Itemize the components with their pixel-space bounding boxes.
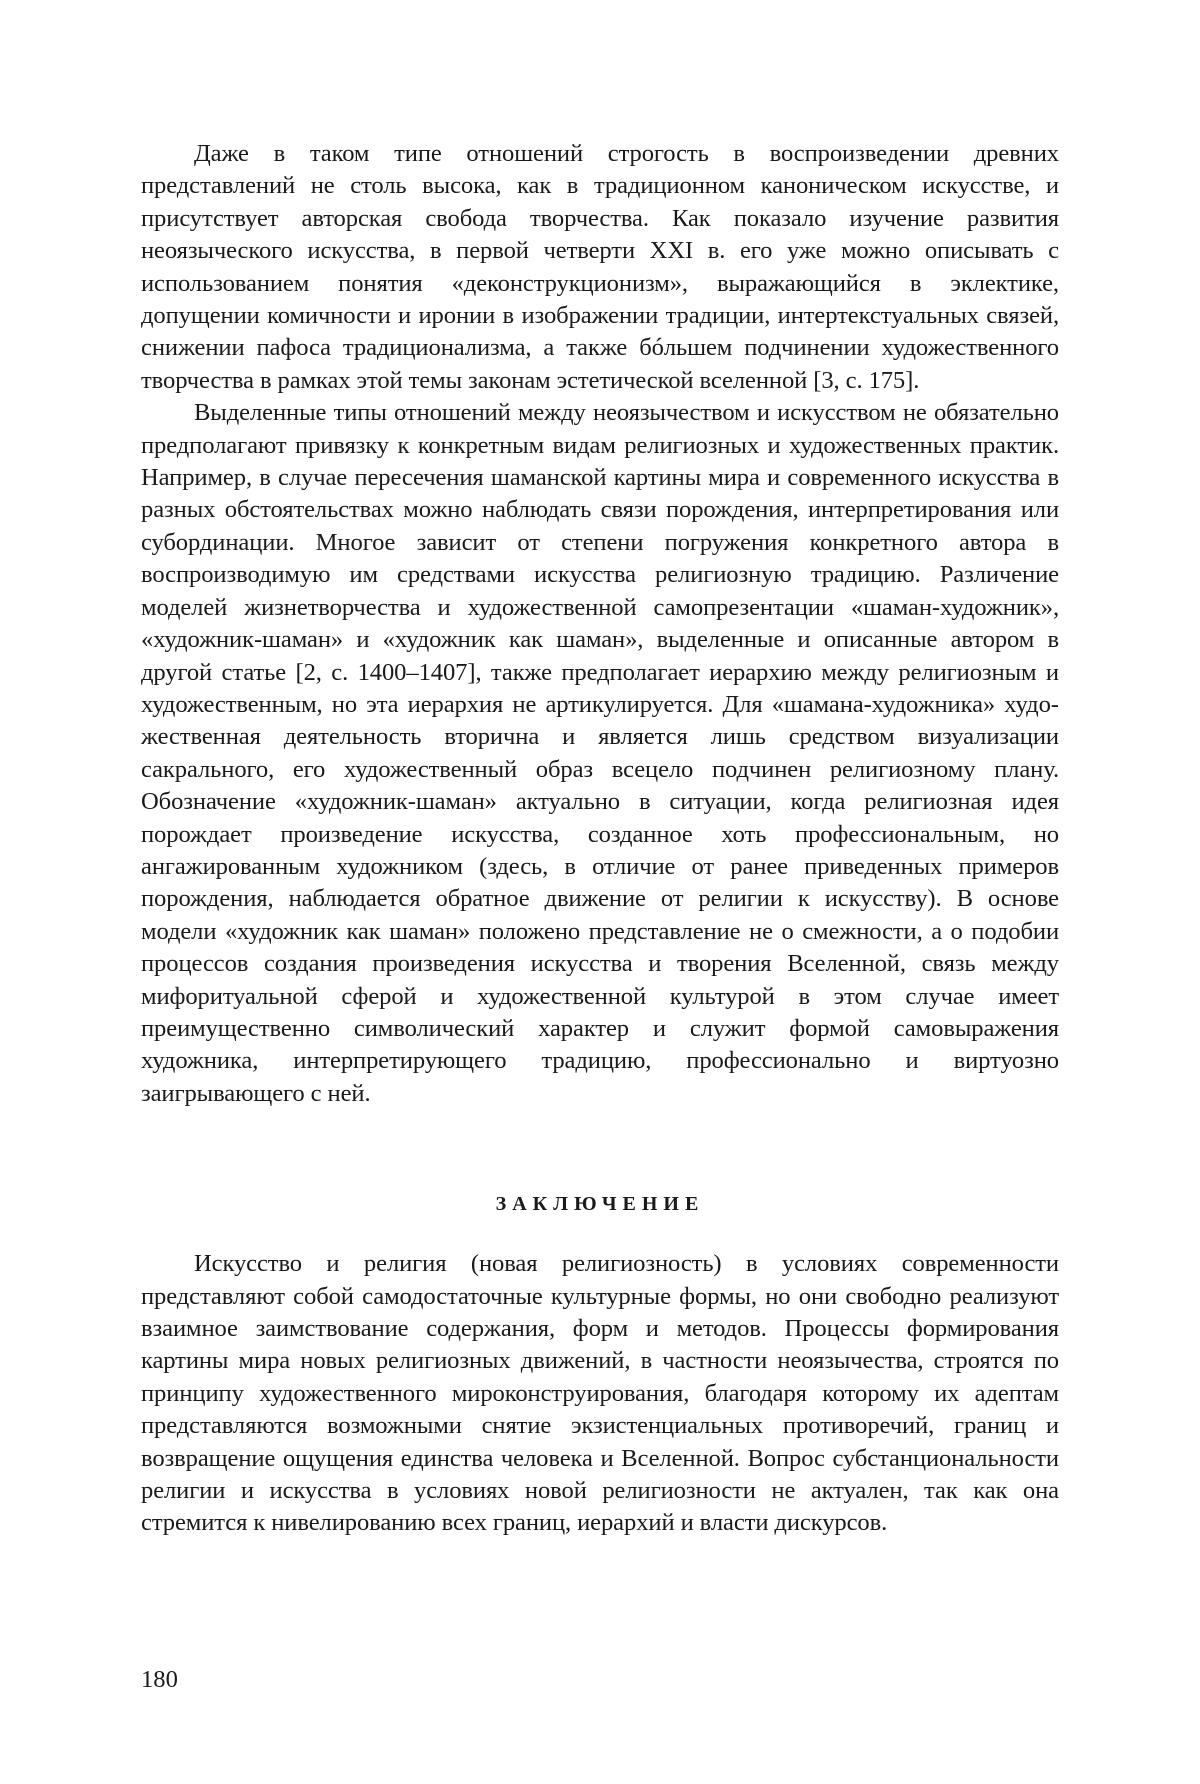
section-heading-conclusion: ЗАКЛЮЧЕНИЕ — [141, 1190, 1059, 1218]
page-content — [141, 138, 1059, 1540]
paragraph-deconstructionism: Даже в таком типе отношений строгость в воспроизведении древних представлений не столь высока, как в традиционном каноническом искусстве, и присутствует авторская свобода творчества. Как показало изучение развития неоязыческого искусства, в первой четверти XXI в. его уже можно описывать с использованием понятия «деконструкционизм», выражающийся в эклектике, допущении комичности и иронии в изображении традиции, интертекстуаль­ных связей, снижении пафоса традиционализма, а также бóльшем подчине­нии художественного творчества в рамках этой темы законам эстетической вселенной [3, с. 175]. — [141, 138, 1059, 397]
section-spacer — [141, 1110, 1059, 1190]
paragraph-relationship-types: Выделенные типы отношений между неоязычеством и искусством не обя­зательно предполагают привязку к конкретным видам религиозных и худо­жественных практик. Например, в случае пересечения шаманской картины мира и современного искусства в разных обстоятельствах можно наблюдать связи порождения, интерпретирования или субординации. Многое зависит от степени погружения конкретного автора в воспроизводимую им средства­ми искусства религиозную традицию. Различение моделей жизнетворчества и художественной самопрезентации «шаман-художник», «художник-шаман» и «художник как шаман», выделенные и описанные автором в другой статье [2, с. 1400–1407], также предполагает иерархию между религиозным и художе­ственным, но эта иерархия не артикулируется. Для «шамана-художника» худо­жественная деятельность вторична и является лишь средством визуализации сакрального, его художественный образ всецело подчинен религиозному плану. Обозначение «художник-шаман» актуально в ситуации, когда религиозная идея порождает произведение искусства, созданное хоть профессиональным, но ангажированным художником (здесь, в отличие от ранее приведенных при­меров порождения, наблюдается обратное движение от религии к искусству). В основе модели «художник как шаман» положено представление не о смеж­ности, а о подобии процессов создания произведения искусства и творения Вселенной, связь между мифоритуальной сферой и художественной культурой в этом случае имеет преимущественно символический характер и служит формой самовыражения художника, интерпретирующего традицию, про­фессионально и виртуозно заигрывающего с ней. — [141, 397, 1059, 1110]
section-spacer — [141, 1218, 1059, 1248]
page-number: 180 — [141, 1665, 178, 1695]
paragraph-conclusion: Искусство и религия (новая религиозность) в условиях современности представляют собой самодостаточные культурные формы, но они свободно реализуют взаимное заимствование содержания, форм и методов. Процессы формирования картины мира новых религиозных движений, в частности не­оязычества, строятся по принципу художественного мироконструирования, благодаря которому их адептам представляются возможными снятие экзистен­циальных противоречий, границ и возвращение ощущения единства человека и Вселенной. Вопрос субстанциональности религии и искусства в условиях новой религиозности не актуален, так как она стремится к нивелированию всех границ, иерархий и власти дискурсов. — [141, 1248, 1059, 1540]
